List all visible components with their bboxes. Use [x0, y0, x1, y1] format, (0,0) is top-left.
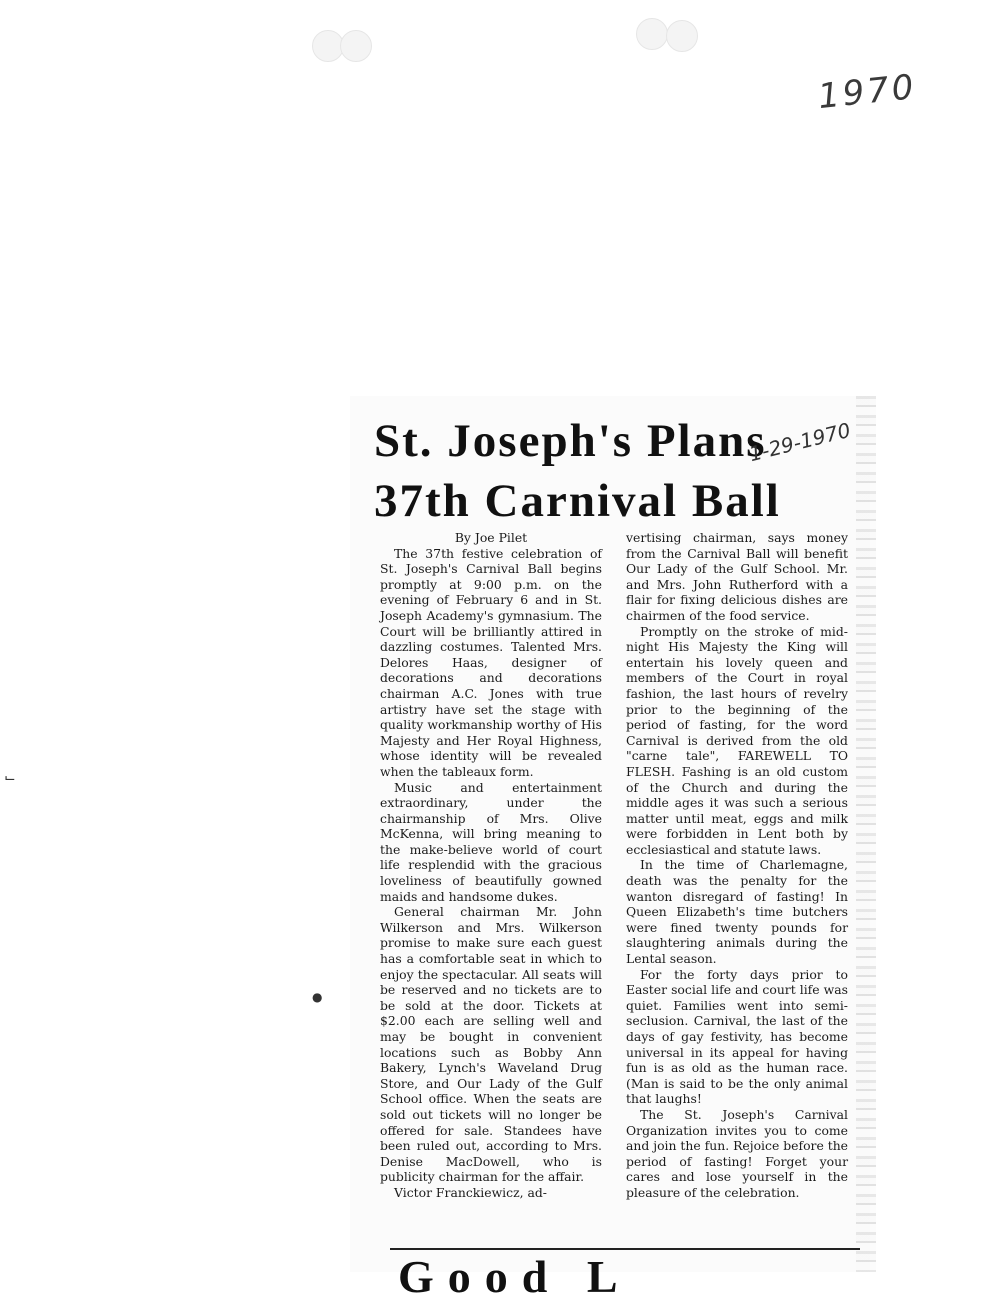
- hole-punch-4: [666, 20, 698, 52]
- headline-line-2: 37th Carnival Ball: [374, 475, 781, 527]
- article-column-right: [626, 530, 848, 1201]
- headline-line-1: St. Joseph's Plans: [374, 415, 767, 467]
- margin-mark: ⌙: [4, 770, 16, 786]
- paragraph: Music and entertainment extraordinary, under the chairmanship of Mrs. Olive McKenna, will bring meaning to the make-believe world of court life resplendid with the gracious loveliness of beautifully gowned maids and handsome dukes.: [380, 779, 602, 904]
- torn-edge: [856, 396, 876, 1272]
- paragraph: General chairman Mr. John Wilkerson and Mrs. Wilkerson promise to make sure each guest has a comfortable seat in which to enjoy the spectacular. All seats will be reserved and no tickets are to be sold at the door. Tickets at $2.00 each are selling well and may be bought in convenient locations such as Bobby Ann Bakery, Lynch's Waveland Drug Store, and Our Lady of the Gulf School office. When the seats are sold out tickets will no longer be offered for sale. Standees have been ruled out, according to Mrs. Denise MacDowell, who is publicity chairman for the affair.: [380, 904, 602, 1185]
- hole-punch-2: [340, 30, 372, 62]
- next-article-headline-fragment: Good L: [398, 1251, 632, 1302]
- paragraph: Promptly on the stroke of mid-night His Majesty the King will entertain his lovely queen and members of the Court in royal fashion, the last hours of revelry prior to the beginning of the period of fasting, for the word Carnival is derived from the old "carne tale", FAREWELL TO FLESH. Fashing is an old custom of the Church and during the middle ages it was such a serious matter until meat, eggs and milk were forbidden in Lent both by ecclesiastical and statute laws.: [626, 623, 848, 857]
- handwritten-year-note: 1970: [816, 66, 919, 118]
- hole-punch-3: [636, 18, 668, 50]
- article-column-left: [380, 530, 602, 1201]
- column-rule: [390, 1248, 860, 1250]
- newspaper-clipping: [350, 396, 870, 1302]
- paragraph: Victor Franckiewicz, ad-: [394, 1184, 547, 1200]
- handwritten-date-note: 1-29-1970: [746, 417, 853, 467]
- paragraph: For the forty days prior to Easter social life and court life was quiet. Families went into semi-seclusion. Carnival, the last of the days of gay festivity, has become universal in its appeal for having fun is as old as the human race. (Man is said to be the only animal that laughs!: [626, 966, 848, 1107]
- paragraph: The St. Joseph's Carnival Organization invites you to come and join the fun. Rejoice before the period of fasting! Forget your cares and lose yourself in the pleasure of the celebration.: [626, 1106, 849, 1200]
- byline: By Joe Pilet: [454, 530, 528, 545]
- margin-mark: ●: [312, 990, 323, 1004]
- paragraph: In the time of Charlemagne, death was the penalty for the wanton disregard of fasting! In Queen Elizabeth's time butchers were fined twenty pounds for slaughtering animals during the Lental season.: [626, 857, 848, 967]
- paragraph: The 37th festive celebration of St. Joseph's Carnival Ball begins promptly at 9:00 p.m. on the evening of February 6 and in St. Joseph Academy's gymnasium. The Court will be brilliantly attired in dazzling costumes. Talented Mrs. Delores Haas, designer of decorations and decorations chairman A.C. Jones with true artistry have set the stage with quality workmanship worthy of His Majesty and Her Royal Highness, whose identity will be revealed when the tableaux form.: [380, 545, 602, 779]
- paragraph: vertising chairman, says money from the Carnival Ball will benefit Our Lady of the Gulf School. Mr. and Mrs. John Rutherford with a flair for fixing delicious dishes are chairmen of the food service.: [626, 530, 848, 623]
